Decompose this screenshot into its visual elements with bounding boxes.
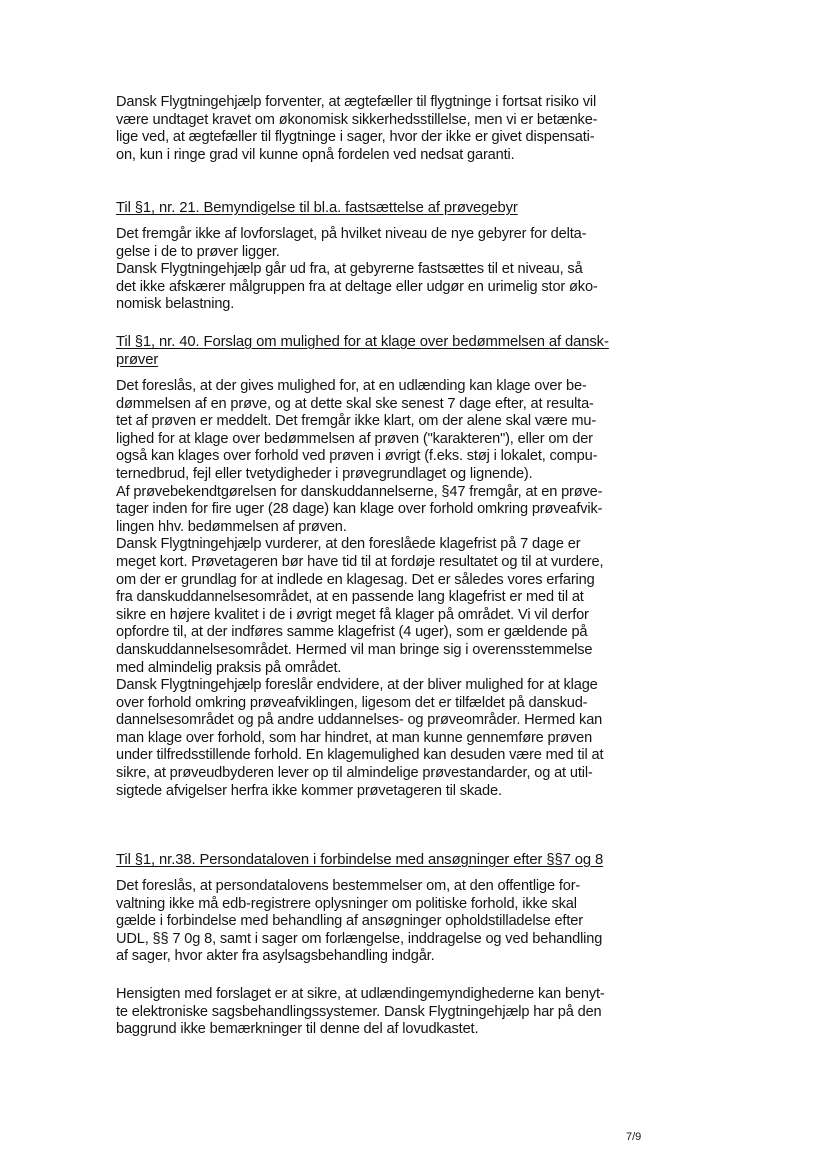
text-line: lige ved, at ægtefæller til flygtninge i sager, hvor der ikke er givet dispensati- — [116, 129, 595, 146]
text-line: Det fremgår ikke af lovforslaget, på hvilket niveau de nye gebyrer for delta- — [116, 226, 587, 242]
text-line: meget kort. Prøvetageren bør have tid til at fordøje resultatet og til at vurdere, — [116, 553, 604, 570]
section-heading: Til §1, nr.38. Persondataloven i forbindelse med ansøgninger efter §§7 og 8 — [116, 852, 604, 868]
text-line: Af prøvebekendtgørelsen for danskuddannelserne, §47 fremgår, at en prøve- — [116, 483, 603, 500]
page-number: 7/9 — [626, 1131, 642, 1143]
text-line: baggrund ikke bemærkninger til denne del af lovudkastet. — [116, 1021, 479, 1038]
text-line: lingen hhv. bedømmelsen af prøven. — [116, 518, 347, 535]
intro-paragraph — [116, 94, 640, 164]
section-heading: Til §1, nr. 40. Forslag om mulighed for at klage over bedømmelsen af dansk- — [116, 334, 609, 350]
text-line: man klage over forhold, som har hindret, at man kunne gennemføre prøven — [116, 729, 593, 746]
section-complaint-paragraph — [116, 378, 640, 800]
text-line: om der er grundlag for at indlede en klagesag. Det er således vores erfaring — [116, 571, 595, 588]
section-personal-data-paragraph-1 — [116, 878, 640, 966]
section-heading-fee — [116, 200, 640, 218]
text-line: gelse i de to prøver ligger. — [116, 243, 280, 260]
text-line: sigtede afvigelser herfra ikke kommer prøvetageren til skade. — [116, 782, 502, 799]
text-line: af sager, hvor akter fra asylsagsbehandling indgår. — [116, 948, 435, 965]
section-personal-data-paragraph-2 — [116, 986, 640, 1039]
text-line: gælde i forbindelse med behandling af ansøgninger opholdstilladelse efter — [116, 913, 583, 930]
text-line: under tilfredsstillende forhold. En klagemulighed kan desuden være med til at — [116, 747, 604, 764]
text-line: Det foreslås, at persondatalovens bestemmelser om, at den offentlige for- — [116, 878, 581, 894]
text-line: sikre, at prøveudbyderen lever op til almindelige prøvestandarder, og at util- — [116, 765, 593, 782]
section-heading: prøver — [116, 351, 159, 368]
text-line: Det foreslås, at der gives mulighed for, at en udlænding kan klage over be- — [116, 378, 587, 394]
text-line: te elektroniske sagsbehandlingssystemer. Dansk Flygtningehjælp har på den — [116, 1003, 602, 1020]
text-line: over forhold omkring prøveafviklingen, ligesom det er tilfældet på danskud- — [116, 694, 588, 711]
text-line: danskuddannelsesområdet. Hermed vil man bringe sig i overensstemmelse — [116, 641, 593, 658]
text-line: tet af prøven er meddelt. Det fremgår ikke klart, om der alene skal være mu- — [116, 413, 597, 430]
text-line: opfordre til, at der indføres samme klagefrist (4 uger), som er gældende på — [116, 624, 588, 641]
text-line: Hensigten med forslaget er at sikre, at udlændingemyndighederne kan benyt- — [116, 986, 605, 1002]
text-line: med almindelig praksis på området. — [116, 659, 342, 676]
section-heading-complaint — [116, 334, 640, 369]
text-line: on, kun i ringe grad vil kunne opnå fordelen ved nedsat garanti. — [116, 146, 515, 163]
text-line: Dansk Flygtningehjælp foreslår endvidere, at der bliver mulighed for at klage — [116, 677, 598, 694]
text-line: det ikke afskærer målgruppen fra at deltage eller udgør en urimelig stor øko- — [116, 278, 598, 295]
text-line: dømmelsen af en prøve, og at dette skal ske senest 7 dage efter, at resulta- — [116, 395, 594, 412]
text-line: Dansk Flygtningehjælp går ud fra, at gebyrerne fastsættes til et niveau, så — [116, 261, 583, 278]
text-line: valtning ikke må edb-registrere oplysninger om politiske forhold, ikke skal — [116, 895, 577, 912]
text-line: ternedbrud, fejl eller tvetydigheder i prøvegrundlaget og lignende). — [116, 465, 533, 482]
text-line: UDL, §§ 7 0g 8, samt i sager om forlængelse, inddragelse og ved behandling — [116, 930, 603, 947]
text-line: dannelsesområdet og på andre uddannelses- og prøveområder. Hermed kan — [116, 712, 603, 729]
text-line: nomisk belastning. — [116, 296, 235, 313]
section-heading-personal-data — [116, 852, 640, 870]
section-heading: Til §1, nr. 21. Bemyndigelse til bl.a. fastsættelse af prøvegebyr — [116, 200, 518, 216]
section-fee-paragraph — [116, 226, 640, 314]
text-line: være undtaget kravet om økonomisk sikkerhedsstillelse, men vi er betænke- — [116, 111, 598, 128]
text-line: sikre en højere kvalitet i de i øvrigt meget få klager på området. Vi vil derfor — [116, 606, 589, 623]
text-line: tager inden for fire uger (28 dage) kan klage over forhold omkring prøveafvik- — [116, 501, 603, 518]
text-line: Dansk Flygtningehjælp forventer, at ægtefæller til flygtninge i fortsat risiko vil — [116, 94, 597, 110]
text-line: lighed for at klage over bedømmelsen af prøven ("karakteren"), eller om der — [116, 430, 593, 447]
text-line: også kan klages over forhold ved prøven i øvrigt (f.eks. støj i lokalet, compu- — [116, 448, 598, 465]
text-line: fra danskuddannelsesområdet, at en passende lang klagefrist er med til at — [116, 589, 584, 606]
text-line: Dansk Flygtningehjælp vurderer, at den foreslåede klagefrist på 7 dage er — [116, 536, 581, 553]
